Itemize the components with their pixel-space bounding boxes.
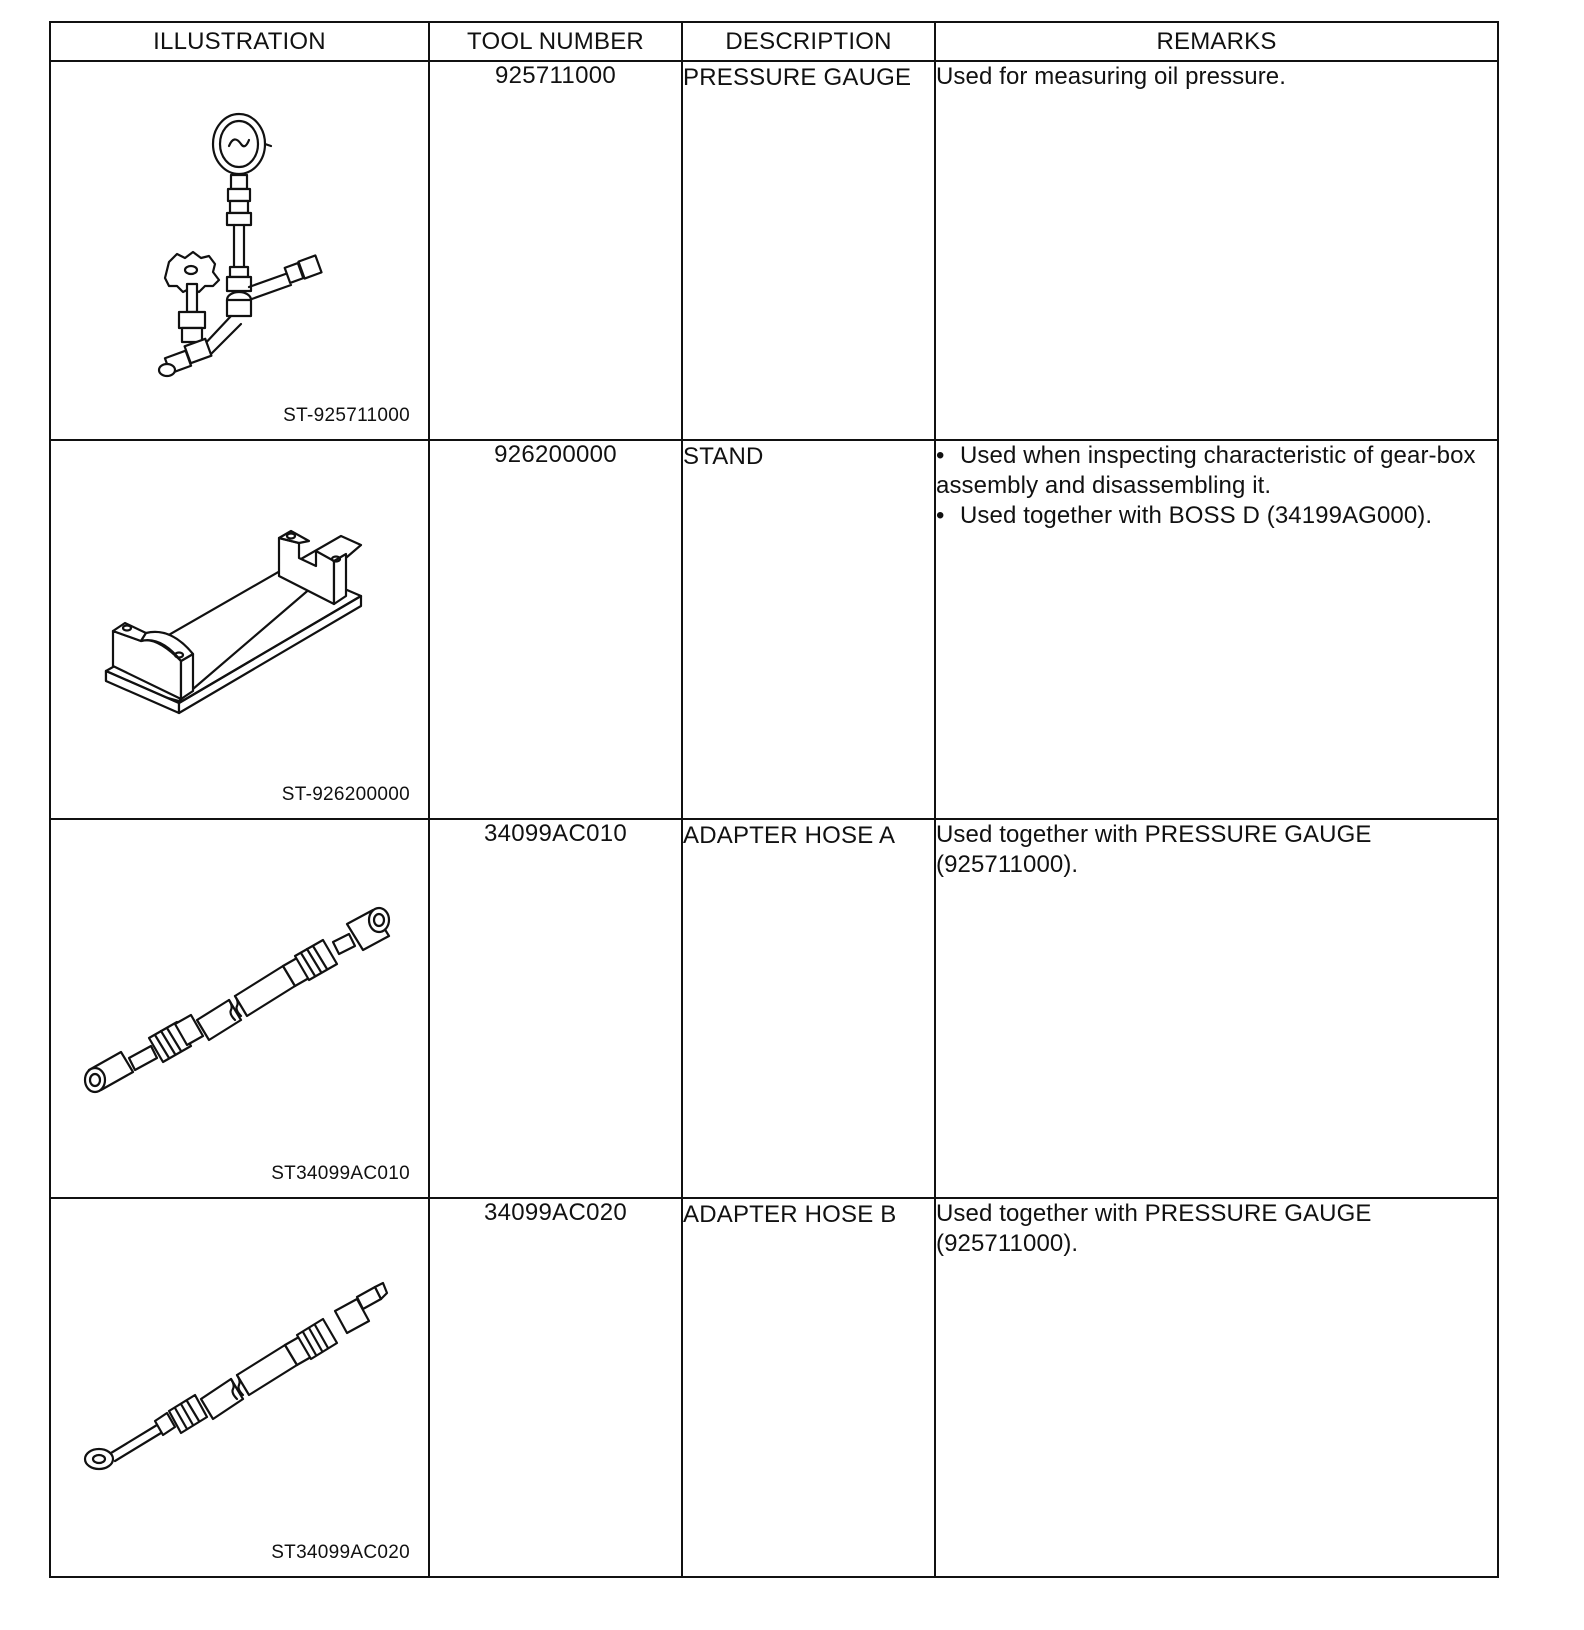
table-row <box>50 819 1498 1198</box>
description-text: ADAPTER HOSE B <box>683 1201 897 1228</box>
column-header-description: DESCRIPTION <box>682 22 935 61</box>
column-header-tool-number: TOOL NUMBER <box>429 22 682 61</box>
remarks-cell <box>935 440 1498 819</box>
column-header-illustration: ILLUSTRATION <box>50 22 429 61</box>
illustration-cell <box>50 440 429 819</box>
table-row <box>50 1198 1498 1577</box>
column-header-remarks: REMARKS <box>935 22 1498 61</box>
stand-illustration <box>51 441 429 818</box>
illustration-cell <box>50 819 429 1198</box>
remarks-bullet-item <box>936 441 1497 501</box>
remarks-bullet-text: Used when inspecting characteristic of gear-box assembly and disassembling it. <box>936 442 1476 499</box>
remarks-bullet-list <box>936 441 1497 531</box>
pressure-gauge-illustration <box>51 62 429 439</box>
remarks-bullet-item <box>936 501 1497 531</box>
description-cell <box>682 61 935 440</box>
adapter-hose-b-illustration <box>51 1199 429 1576</box>
tool-number-cell: 925711000 <box>429 61 682 440</box>
special-tools-table <box>49 21 1499 1578</box>
remarks-cell <box>935 819 1498 1198</box>
description-cell <box>682 440 935 819</box>
remarks-bullet-text: Used together with BOSS D (34199AG000). <box>960 502 1433 529</box>
bullet-glyph: • <box>936 442 945 469</box>
table-row <box>50 61 1498 440</box>
remarks-cell <box>935 1198 1498 1577</box>
remarks-text: Used together with PRESSURE GAUGE (925711000). <box>936 1200 1372 1257</box>
bullet-glyph: • <box>936 502 945 529</box>
tool-number-cell: 926200000 <box>429 440 682 819</box>
illustration-caption: ST34099AC020 <box>271 1542 410 1563</box>
illustration-caption: ST34099AC010 <box>271 1163 410 1184</box>
description-cell <box>682 1198 935 1577</box>
illustration-cell <box>50 1198 429 1577</box>
description-text: ADAPTER HOSE A <box>683 822 896 849</box>
remarks-cell <box>935 61 1498 440</box>
description-text: PRESSURE GAUGE <box>683 64 912 91</box>
remarks-text: Used for measuring oil pressure. <box>936 63 1287 90</box>
illustration-cell <box>50 61 429 440</box>
table-row <box>50 440 1498 819</box>
tool-number-cell: 34099AC010 <box>429 819 682 1198</box>
illustration-caption: ST-926200000 <box>281 784 410 805</box>
description-cell <box>682 819 935 1198</box>
illustration-caption: ST-925711000 <box>283 405 410 426</box>
adapter-hose-a-illustration <box>51 820 429 1197</box>
table-header-row <box>50 22 1498 61</box>
special-tools-sheet <box>49 21 1497 1568</box>
remarks-text: Used together with PRESSURE GAUGE (925711000). <box>936 821 1372 878</box>
description-text: STAND <box>683 443 764 470</box>
tool-number-cell: 34099AC020 <box>429 1198 682 1577</box>
